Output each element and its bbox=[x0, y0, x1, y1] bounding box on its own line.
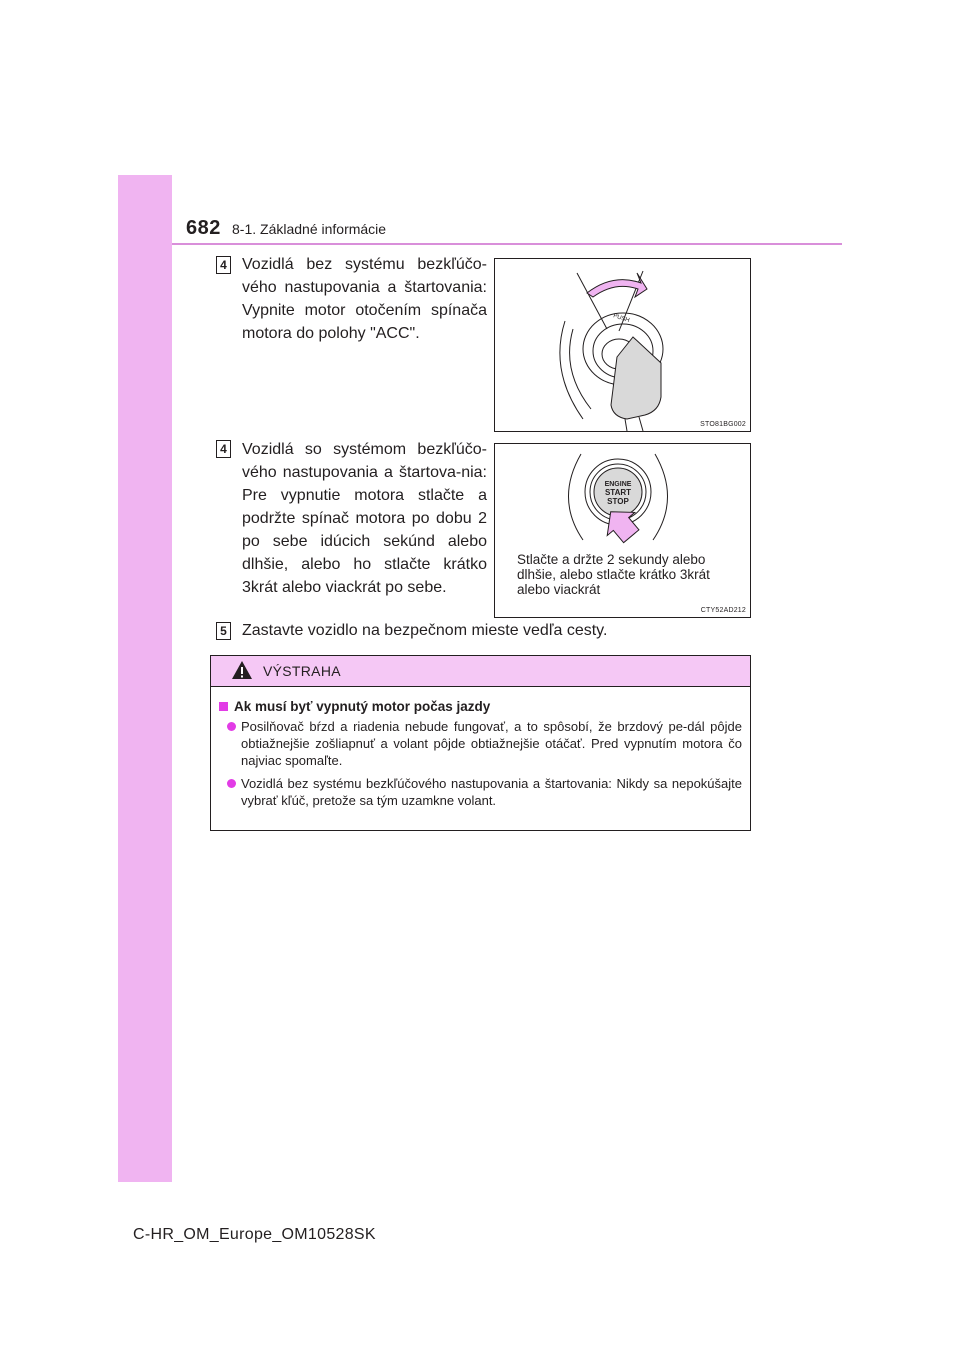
warning-triangle-icon bbox=[231, 660, 253, 680]
button-label-start: START bbox=[604, 488, 632, 497]
square-bullet-icon bbox=[219, 702, 228, 711]
step-number-badge: 4 bbox=[216, 440, 231, 458]
figure-caption: Stlačte a držte 2 sekundy alebo dlhšie, alebo stlačte krátko 3krát alebo viackrát bbox=[517, 552, 710, 597]
warning-title: VÝSTRAHA bbox=[263, 663, 341, 679]
step-text: Zastavte vozidlo na bezpečnom mieste vedľa cesty. bbox=[242, 622, 608, 639]
button-label-engine: ENGINE bbox=[604, 481, 632, 488]
warning-item bbox=[219, 718, 742, 769]
figure-code: CTY52AD212 bbox=[700, 607, 746, 614]
warning-body bbox=[211, 687, 750, 809]
step-text: Vozidlá bez systému bezkľúčo-vého nastupovania a štartovania: Vypnite motor otočením spínača motora do polohy "ACC". bbox=[242, 256, 487, 342]
warning-heading-text: Ak musí byť vypnutý motor počas jazdy bbox=[234, 699, 491, 714]
header-rule bbox=[172, 243, 842, 245]
step-text: Vozidlá so systémom bezkľúčo-vého nastupovania a štartova-nia: Pre vypnutie motora stlačte a podržte spínač motora po dobu 2 po sebe idúcich sekúnd alebo dlhšie, alebo ho stlačte krátko 3krát alebo viackrát po sebe. bbox=[242, 441, 487, 596]
circle-bullet-icon bbox=[227, 779, 236, 788]
warning-item bbox=[219, 775, 742, 809]
button-label-stop: STOP bbox=[607, 497, 629, 506]
page-number: 682 bbox=[186, 217, 221, 239]
ignition-key-figure bbox=[494, 258, 751, 432]
warning-heading bbox=[219, 699, 742, 714]
section-title: 8-1. Základné informácie bbox=[232, 221, 387, 237]
push-label: PUSH bbox=[612, 313, 631, 325]
warning-item-text: Posilňovač bŕzd a riadenia nebude fungovať, a to spôsobí, že brzdový pe-dál pôjde obtiažnejšie zošliapnuť a volant pôjde obtiažnejšie otáčať. Pred vypnutím motora čo najviac spomaľte. bbox=[241, 719, 742, 768]
warning-box bbox=[210, 655, 751, 831]
circle-bullet-icon bbox=[227, 722, 236, 731]
engine-start-stop-figure bbox=[494, 443, 751, 618]
sidebar-tab bbox=[118, 175, 172, 1182]
figure-code: STO81BG002 bbox=[700, 421, 746, 428]
ignition-key-illustration bbox=[495, 259, 750, 431]
footer-document-code: C-HR_OM_Europe_OM10528SK bbox=[133, 1226, 376, 1243]
step-number-badge: 4 bbox=[216, 256, 231, 274]
warning-header bbox=[211, 656, 750, 687]
step-number-badge: 5 bbox=[216, 622, 231, 640]
warning-item-text: Vozidlá bez systému bezkľúčového nastupovania a štartovania: Nikdy sa nepokúšajte vybrať kľúč, pretože sa tým uzamkne volant. bbox=[241, 776, 742, 808]
